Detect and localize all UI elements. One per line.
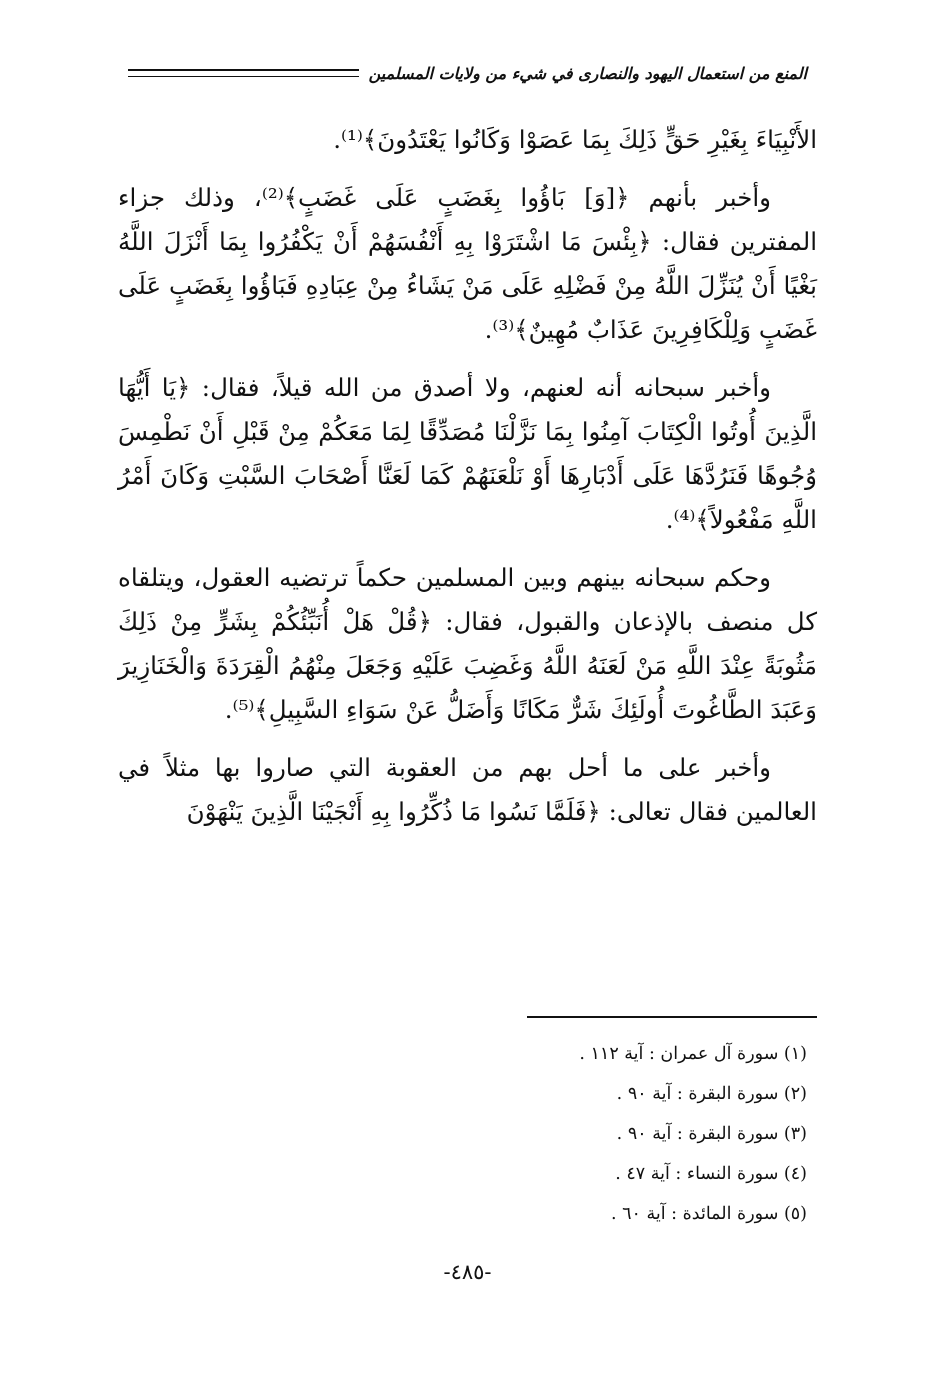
footnote: (١) سورة آل عمران : آية ١١٢ .: [579, 1044, 807, 1064]
footnote: (٢) سورة البقرة : آية ٩٠ .: [616, 1084, 807, 1104]
header-double-rule: [128, 69, 359, 77]
paragraph: وحكم سبحانه بينهم وبين المسلمين حكماً ترتضيه العقول، ويتلقاه كل منصف بالإذعان والقبول، فقال: ﴿قُلْ هَلْ أُنَبِّئُكُمْ بِشَرٍّ مِنْ ذَلِكَ مَثُوبَةً عِنْدَ اللَّهِ مَنْ لَعَنَهُ اللَّهُ وَغَضِبَ عَلَيْهِ وَجَعَلَ مِنْهُمُ الْقِرَدَةَ وَالْخَنَازِيرَ وَعَبَدَ الطَّاغُوتَ أُولَئِكَ شَرٌّ مَكَانًا وَأَضَلُّ عَنْ سَوَاءِ السَّبِيلِ﴾⁽⁵⁾.: [118, 563, 817, 724]
page-number: -٤٨٥-: [443, 1260, 492, 1284]
running-header: [128, 58, 807, 88]
paragraph: وأخبر بأنهم ﴿[وَ] بَاؤُوا بِغَضَبٍ عَلَى غَضَبٍ﴾⁽²⁾، وذلك جزاء المفترين فقال: ﴿بِئْسَ مَا اشْتَرَوْا بِهِ أَنْفُسَهُمْ أَنْ يَكْفُرُوا بِمَا أَنْزَلَ اللَّهُ بَغْيًا أَنْ يُنَزِّلَ اللَّهُ مِنْ فَضْلِهِ عَلَى مَنْ يَشَاءُ مِنْ عِبَادِهِ فَبَاؤُوا بِغَضَبٍ عَلَى غَضَبٍ وَلِلْكَافِرِينَ عَذَابٌ مُهِينٌ﴾⁽³⁾.: [118, 183, 817, 344]
paragraph: وأخبر على ما أحل بهم من العقوبة التي صاروا بها مثلاً في العالمين فقال تعالى: ﴿فَلَمَّا نَسُوا مَا ذُكِّرُوا بِهِ أَنْجَيْنَا الَّذِينَ يَنْهَوْنَ: [118, 753, 817, 826]
body-text: [118, 118, 817, 848]
footnote: (٤) سورة النساء : آية ٤٧ .: [615, 1164, 807, 1184]
footnotes: [300, 1034, 817, 1234]
footnote-separator: [527, 1016, 817, 1018]
paragraph: وأخبر سبحانه أنه لعنهم، ولا أصدق من الله قيلاً، فقال: ﴿يَا أَيُّهَا الَّذِينَ أُوتُوا الْكِتَابَ آمِنُوا بِمَا نَزَّلْنَا مُصَدِّقًا لِمَا مَعَكُمْ مِنْ قَبْلِ أَنْ نَطْمِسَ وُجُوهًا فَنَرُدَّهَا عَلَى أَدْبَارِهَا أَوْ نَلْعَنَهُمْ كَمَا لَعَنَّا أَصْحَابَ السَّبْتِ وَكَانَ أَمْرُ اللَّهِ مَفْعُولاً﴾⁽⁴⁾.: [118, 373, 817, 534]
running-header-title: المنع من استعمال اليهود والنصارى في شيء من ولايات المسلمين: [368, 63, 807, 83]
footnote: (٥) سورة المائدة : آية ٦٠ .: [610, 1204, 807, 1224]
footnote: (٣) سورة البقرة : آية ٩٠ .: [616, 1124, 807, 1144]
paragraph: الأَنْبِيَاءَ بِغَيْرِ حَقٍّ ذَلِكَ بِمَا عَصَوْا وَكَانُوا يَعْتَدُونَ﴾⁽¹⁾.: [333, 125, 817, 154]
